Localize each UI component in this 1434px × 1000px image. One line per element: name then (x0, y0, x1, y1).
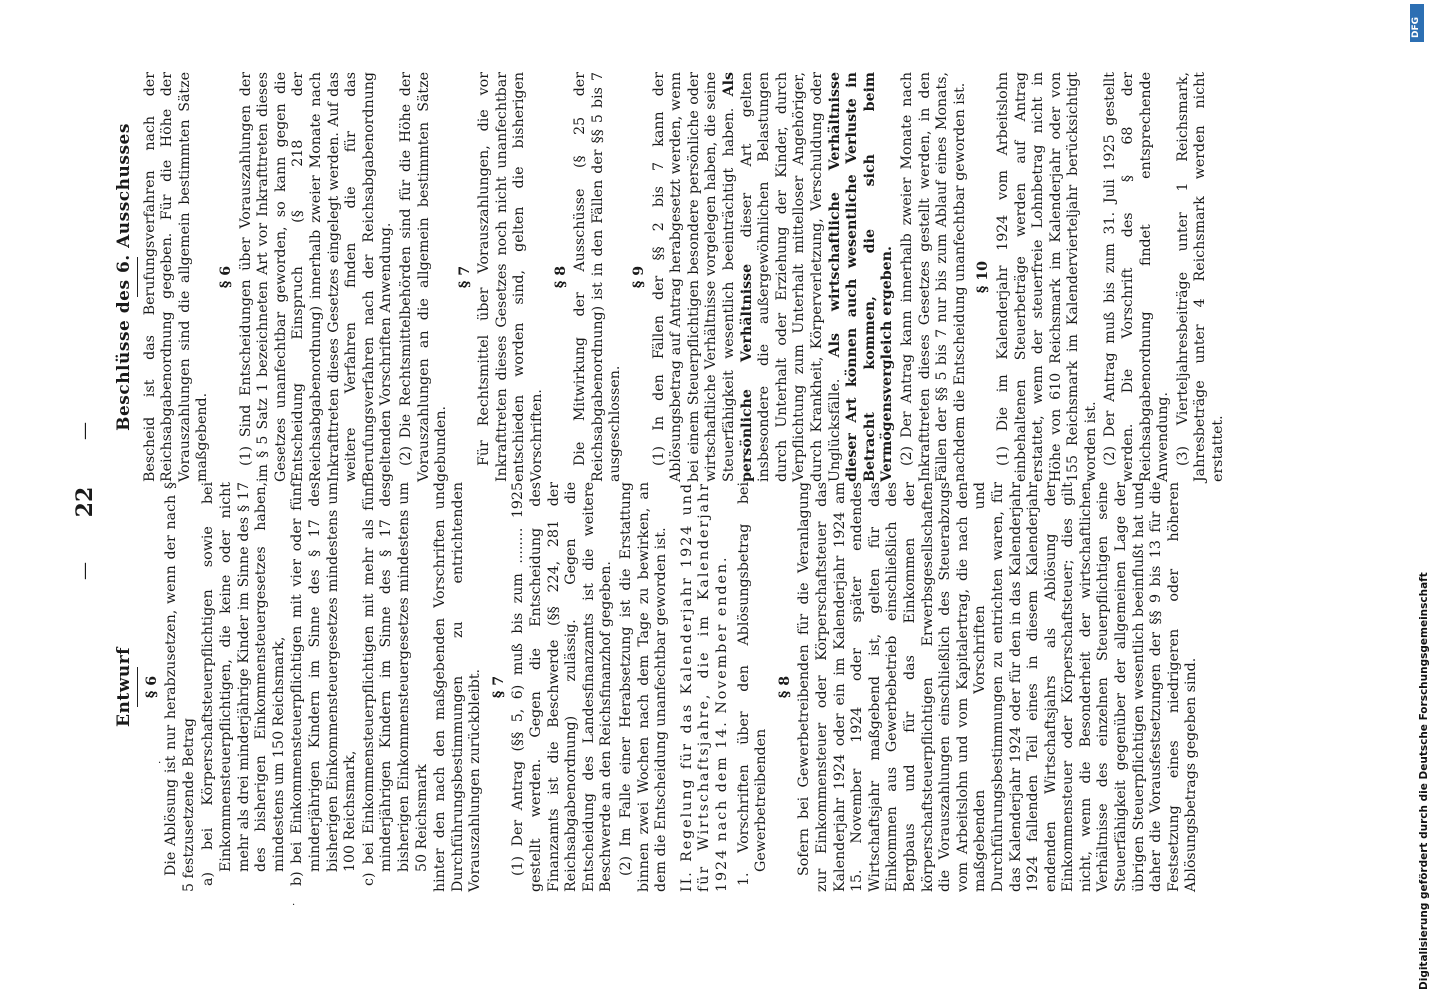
committee-sec9-p1-c: dieser Art gelten insbesondere die außergewöhnlichen Belastungen durch Unterhalt oder Erziehung der Kinder, durch Verpflichtung zum Unterhalt mittelloser Angehöriger, durch Krankheit, Körperverletzung, Verschuldung oder Unglücksfälle. (738, 72, 843, 482)
committee-intro: Bescheid ist das Berufungsverfahren nach der Reichsabgabenordnung gegeben. Für die Höhe der Vorauszahlungen sind die allgemein bestimmten Sätze maßgebend. (141, 72, 211, 482)
draft-sec6-tail: hinter den nach den maßgebenden Vorschriften und Durchführungsbestimmungen zu entrichtenden Vorauszahlungen zurückbleibt. (432, 482, 484, 892)
committee-sec8-heading: § 8 (552, 265, 569, 289)
draft-sec8-p1: Sofern bei Gewerbetreibenden für die Veranlagung zur Einkommensteuer oder Körperschaftsteuer das Kalenderjahr 1924 oder ein im Kalenderjahr 1924 am 15. November 1924 oder später endendes Wirtschaftsjahr maßgebend ist, gelten für das Einkommen aus Gewerbebetrieb einschließlich des Bergbaus und für das Einkommen der körperschaftsteuerpflichtigen Erwerbsgesellschaften die Vorauszahlungen einschließlich des Steuerabzugs vom Arbeitslohn und vom Kapitalertrag, die nach den maßgebenden Vorschriften und Durchführungsbestimmungen zu entrichten waren, für das Kalenderjahr 1924 oder für den in das Kalenderjahr 1924 fallenden Teil eines in diesem Kalenderjahr endenden Wirtschaftsjahrs als Ablösung der Einkommensteuer oder Körperschaftsteuer; dies gilt nicht, wenn die Besonderheit der wirtschaftlichen Verhältnisse des einzelnen Steuerpflichtigen seine Steuerfähigkeit gegenüber der allgemeinen Lage der übrigen Steuerpflichtigen wesentlich beeinflußt hat und daher die Vorausfestsetzungen der §§ 9 bis 13 für die Festsetzung eines niedrigeren oder höheren Ablösungsbetrags gegeben sind. (796, 482, 1200, 892)
dfg-logo: DFG (1410, 4, 1424, 42)
draft-title: Entwurf (116, 482, 138, 892)
scan-speck: · (158, 758, 162, 769)
committee-sec6-p2: (2) Die Rechtsmittelbehörden sind für die Höhe der Vorauszahlungen an die allgemein bestimmten Sätze gebunden. (397, 72, 450, 482)
draft-sec6-item-a: a) bei Körperschaftsteuerpflichtigen sowie bei Einkommensteuerpflichtigen, die keine oder nicht mehr als drei minderjährige Kinder im Sinne des § 17 des bisherigen Einkommensteuergesetzes haben, mindestens um 150 Reichsmark, (200, 482, 287, 886)
draft-column (116, 482, 1203, 892)
committee-sec8-p1: Die Mitwirkung der Ausschüsse (§ 25 der Reichsabgabenordnung) ist in den Fällen der §§ 5 bis 7 ausgeschlossen. (572, 72, 624, 482)
draft-sec8-heading: § 8 (776, 675, 793, 699)
draft-sec6-item-c: c) bei Einkommensteuerpflichtigen mit mehr als fünf minderjährigen Kindern im Sinne des § 17 des bisherigen Einkommensteuergesetzes mindestens um 50 Reichsmark (360, 482, 430, 886)
page-number: 22 (72, 486, 98, 518)
draft-sec6-intro: Die Ablösung ist nur herabzusetzen, wenn der nach § 5 festzusetzende Betrag (163, 482, 197, 892)
committee-sec10-p1: (1) Die im Kalenderjahr 1924 vom Arbeitslohn einbehaltenen Steuerbeträge werden auf Antrag erstattet, wenn der steuerfreie Lohnbetrag nicht in Höhe von 610 Reichsmark im Kalenderjahr oder von 155 Reichsmark im Kalendervierteljahr berücksichtigt worden ist. (994, 72, 1099, 482)
committee-sec10-p2: (2) Der Antrag muß bis zum 31. Juli 1925 gestellt werden. Die Vorschrift des § 68 der Reichsabgabenordnung findet entsprechende Anwendung. (1102, 72, 1172, 482)
draft-sec6-heading: § 6 (143, 675, 160, 699)
digitization-credit: Digitalisierung gefördert durch die Deutsche Forschungsgemeinschaft (1418, 572, 1430, 990)
draft-sec7-p1: (1) Der Antrag (§§ 5, 6) muß bis zum ........ 1925 gestellt werden. Gegen die Entscheidung des Finanzamts ist die Beschwerde (§§ 224, 281 der Reichsabgabenordnung) zulässig. Gegen die Entscheidung des Landesfinanzamts ist die weitere Beschwerde an den Reichsfinanzhof gegeben. (510, 482, 615, 892)
committee-sec10-p3: (3) Vierteljahresbeiträge unter 1 Reichsmark, Jahresbeträge unter 4 Reichsmark werden nicht erstattet. (1174, 72, 1227, 482)
committee-title: Beschlüsse des 6. Ausschusses (116, 72, 138, 482)
page-dash-left: — (74, 562, 95, 580)
committee-sec6-heading: § 6 (217, 265, 234, 289)
draft-sec7-p2: (2) Im Falle einer Herabsetzung ist die Erstattung binnen zwei Wochen nach dem Tage zu bewirken, an dem die Entscheidung unanfechtbar geworden ist. (618, 482, 670, 892)
committee-sec9-p1-a: (1) In den Fällen der §§ 2 bis 7 kann der Ablösungsbetrag auf Antrag herabgesetzt werden, wenn bei einem Steuerpflichtigen besondere persönliche oder wirtschaftliche Verhältnisse vorgelegen haben, die seine Steuerfähigkeit wesentlich beeinträchtigt haben. (650, 72, 737, 482)
committee-sec9-p1-d: Als wirtschaftliche Verhältnisse dieser Art können auch wesentliche Verluste in Betracht kommen, die sich beim Vermögensvergleich ergeben. (826, 72, 896, 482)
page-dash-right: — (74, 422, 95, 440)
digitization-sidebar (1404, 0, 1434, 1000)
committee-sec7-p1: Für Rechtsmittel über Vorauszahlungen, die vor Inkrafttreten dieses Gesetzes noch nicht unanfechtbar entschieden worden sind, gelten die bisherigen Vorschriften. (476, 72, 546, 482)
draft-sec7-heading: § 7 (490, 675, 507, 699)
page-header (60, 0, 120, 1000)
draft-part2-heading: II. Regelung für das Kalenderjahr 1924 und für Wirtschaftsjahre, die im Kalenderjahr 1924 nach dem 14. November enden. (678, 482, 730, 892)
committee-sec7-heading: § 7 (456, 265, 473, 289)
draft-part2-subheading: 1. Vorschriften über den Ablösungsbetrag bei Gewerbetreibenden (735, 482, 770, 886)
committee-sec9-p1 (651, 72, 897, 482)
committee-sec6-p1: (1) Sind Entscheidungen über Vorauszahlungen der im § 5 Satz 1 bezeichneten Art vor Inkrafttreten dieses Gesetzes unanfechtbar geworden, so kann gegen die Entscheidung Einspruch (§ 218 der Reichsabgabenordnung) innerhalb zweier Monate nach Inkrafttreten dieses Gesetzes eingelegt werden. Auf das weitere Verfahren finden die für das Berufungsverfahren nach der Reichsabgabenordnung geltenden Vorschriften Anwendung. (237, 72, 395, 482)
committee-column (116, 72, 1230, 482)
committee-sec10-heading: § 10 (975, 260, 992, 294)
committee-sec9-heading: § 9 (631, 265, 648, 289)
scan-speck: · (292, 900, 296, 911)
committee-sec9-p1-b: Als persönliche Verhältnisse (721, 72, 755, 482)
draft-sec6-item-b: b) bei Einkommensteuerpflichtigen mit vier oder fünf minderjährigen Kindern im Sinne des § 17 des bisherigen Einkommensteuergesetzes mindestens um 100 Reichsmark, (289, 482, 359, 886)
committee-sec9-p2: (2) Der Antrag kann innerhalb zweier Monate nach Inkrafttreten dieses Gesetzes gestellt werden, in den Fällen der §§ 5 bis 7 nur bis zum Ablauf eines Monats, nachdem die Entscheidung unanfechtbar geworden ist. (898, 72, 968, 482)
